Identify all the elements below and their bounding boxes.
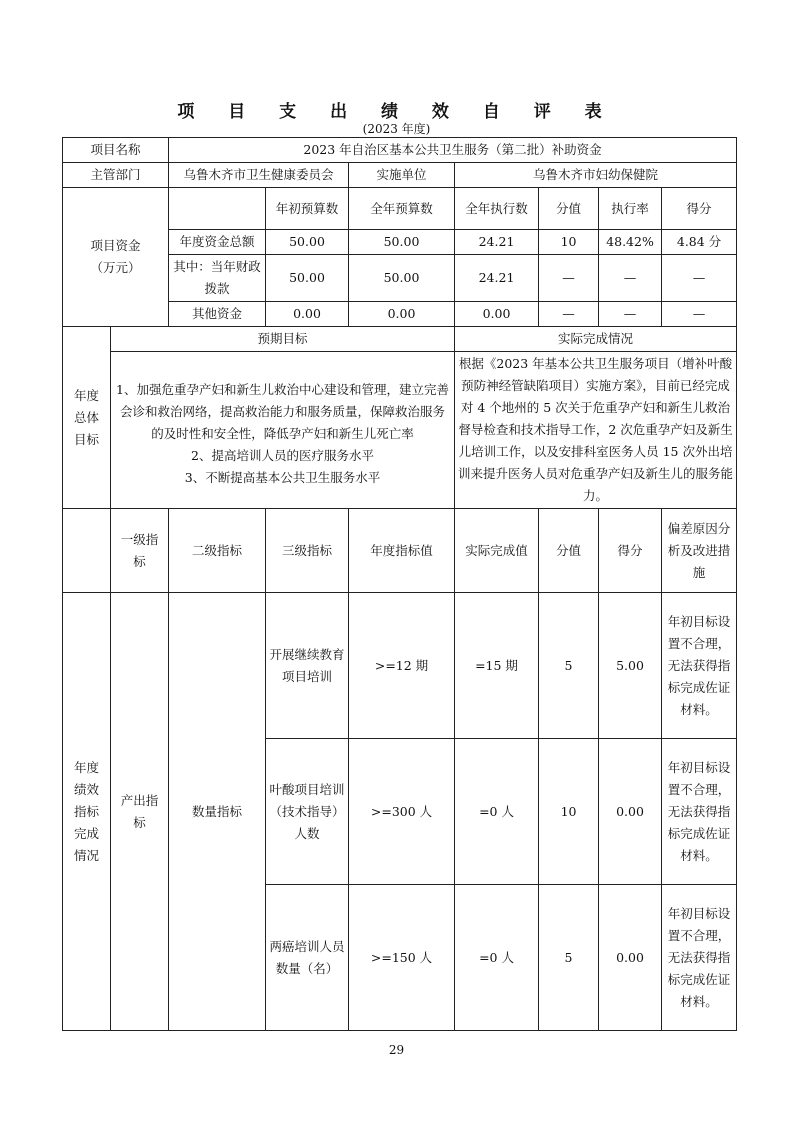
funds-cell: 50.00 <box>349 255 455 302</box>
funds-row-name: 年度资金总额 <box>169 230 266 255</box>
indicator-score: 5.00 <box>599 593 662 739</box>
goals-expected-label: 预期目标 <box>111 327 455 352</box>
indicator-target: >=12 期 <box>349 593 455 739</box>
goal-item: 1、加强危重孕产妇和新生儿救治中心建设和管理，建立完善会诊和救治网络，提高救治能力和服务质量，保障救治服务的及时性和安全性，降低孕产妇和新生儿死亡率 <box>116 382 449 441</box>
indicator-header-actual: 实际完成值 <box>455 509 539 593</box>
indicator-level3: 开展继续教育项目培训 <box>266 593 349 739</box>
funds-cell: 50.00 <box>266 255 349 302</box>
funds-header-blank <box>169 188 266 230</box>
funds-cell: 24.21 <box>455 255 539 302</box>
funds-cell: 48.42% <box>599 230 662 255</box>
page-subtitle: (2023 年度) <box>362 122 431 136</box>
funds-cell: — <box>662 255 737 302</box>
indicator-header-level2: 二级指标 <box>169 509 266 593</box>
indicator-actual: =15 期 <box>455 593 539 739</box>
indicator-header-score-value: 分值 <box>539 509 599 593</box>
indicator-actual: =0 人 <box>455 885 539 1031</box>
impl-label: 实施单位 <box>349 163 455 188</box>
indicator-row <box>63 593 737 739</box>
project-name-value: 2023 年自治区基本公共卫生服务（第二批）补助资金 <box>169 138 737 163</box>
goals-actual-label: 实际完成情况 <box>455 327 737 352</box>
goals-actual-text: 根据《2023 年基本公共卫生服务项目（增补叶酸预防神经管缺陷项目）实施方案》，目前已经完成对 4 个地州的 5 次关于危重孕产妇和新生儿救治督导检查和技术指导工作，2 次危重孕产妇及新生儿培训工作，以及安排科室医务人员 15 次外出培训来提升医务人员对危重孕产妇及新生儿的服务能力。 <box>455 352 737 509</box>
funds-header-annual: 全年预算数 <box>349 188 455 230</box>
indicator-header-level1: 一级指 标 <box>111 509 169 593</box>
indicator-score: 0.00 <box>599 885 662 1031</box>
funds-cell: 10 <box>539 230 599 255</box>
funds-cell: 4.84 分 <box>662 230 737 255</box>
funds-cell: 24.21 <box>455 230 539 255</box>
funds-cell: — <box>662 302 737 327</box>
funds-cell: — <box>539 302 599 327</box>
indicator-score-value: 5 <box>539 885 599 1031</box>
indicator-target: >=150 人 <box>349 885 455 1031</box>
funds-header-score-value: 分值 <box>539 188 599 230</box>
indicator-remark: 年初目标设置不合理，无法获得指标完成佐证材料。 <box>662 885 737 1031</box>
goal-item: 3、不断提高基本公共卫生服务水平 <box>184 470 381 485</box>
indicator-target: >=300 人 <box>349 739 455 885</box>
indicator-header-score: 得分 <box>599 509 662 593</box>
indicator-level1: 产出指 标 <box>111 593 169 1031</box>
row-funds-header <box>63 188 737 230</box>
funds-header-initial: 年初预算数 <box>266 188 349 230</box>
goals-expected-text <box>111 352 455 509</box>
indicator-actual: =0 人 <box>455 739 539 885</box>
funds-header-executed: 全年执行数 <box>455 188 539 230</box>
page-number: 29 <box>388 1043 405 1057</box>
page-title: 项 目 支 出 绩 效 自 评 表 <box>177 102 616 122</box>
indicator-remark: 年初目标设置不合理，无法获得指标完成佐证材料。 <box>662 739 737 885</box>
indicator-score: 0.00 <box>599 739 662 885</box>
project-name-label: 项目名称 <box>63 138 169 163</box>
evaluation-table <box>62 137 737 1031</box>
indicator-header-target: 年度指标值 <box>349 509 455 593</box>
funds-label: 项目资金 （万元） <box>63 188 169 327</box>
indicator-score-value: 10 <box>539 739 599 885</box>
indicator-header-level3: 三级指标 <box>266 509 349 593</box>
goal-item: 2、提高培训人员的医疗服务水平 <box>191 448 374 463</box>
row-department <box>63 163 737 188</box>
row-goals-content <box>63 352 737 509</box>
indicator-level2: 数量指标 <box>169 593 266 1031</box>
row-goals-header <box>63 327 737 352</box>
funds-cell: — <box>599 302 662 327</box>
funds-header-rate: 执行率 <box>599 188 662 230</box>
impl-value: 乌鲁木齐市妇幼保健院 <box>455 163 737 188</box>
indicator-header-remark: 偏差原因分析及改进措施 <box>662 509 737 593</box>
funds-cell: 50.00 <box>349 230 455 255</box>
funds-row-name: 其他资金 <box>169 302 266 327</box>
indicator-level3: 叶酸项目培训（技术指导）人数 <box>266 739 349 885</box>
funds-header-score: 得分 <box>662 188 737 230</box>
funds-row-name: 其中：当年财政拨款 <box>169 255 266 302</box>
indicator-score-value: 5 <box>539 593 599 739</box>
indicator-level3: 两癌培训人员数量（名） <box>266 885 349 1031</box>
goals-label: 年度 总体 目标 <box>63 327 111 509</box>
funds-cell: 50.00 <box>266 230 349 255</box>
indicators-section-label: 年度 绩效 指标 完成 情况 <box>63 593 111 1031</box>
dept-label: 主管部门 <box>63 163 169 188</box>
funds-cell: 0.00 <box>349 302 455 327</box>
funds-cell: 0.00 <box>266 302 349 327</box>
funds-cell: — <box>599 255 662 302</box>
row-indicator-header <box>63 509 737 593</box>
funds-cell: — <box>539 255 599 302</box>
dept-value: 乌鲁木齐市卫生健康委员会 <box>169 163 349 188</box>
indicator-remark: 年初目标设置不合理，无法获得指标完成佐证材料。 <box>662 593 737 739</box>
funds-cell: 0.00 <box>455 302 539 327</box>
indicator-header-blank <box>63 509 111 593</box>
row-project-name <box>63 138 737 163</box>
